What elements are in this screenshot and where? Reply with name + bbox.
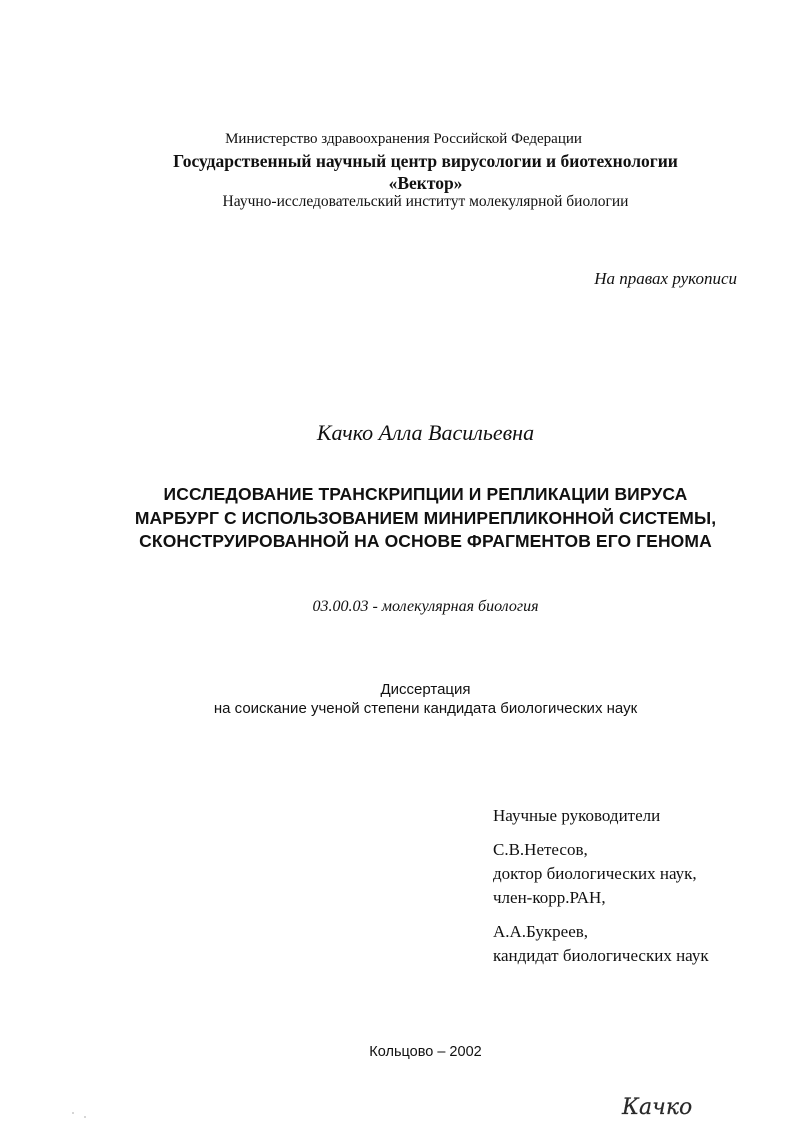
handwritten-signature — [620, 1088, 696, 1122]
dissertation-type: Диссертация — [380, 681, 471, 698]
place-and-year: Кольцово – 2002 — [369, 1044, 482, 1060]
supervisor-degree: кандидат биологических наук — [493, 946, 709, 965]
supervisors-block — [493, 804, 709, 978]
research-center-name: Государственный научный центр вирусологии и биотехнологии — [173, 151, 678, 171]
dissertation-title — [0, 483, 793, 554]
dissertation-purpose: на соискание ученой степени кандидата биологических наук — [213, 700, 638, 717]
title-line: МАРБУРГ С ИСПОЛЬЗОВАНИЕМ МИНИРЕПЛИКОННОЙ СИСТЕМЫ, — [134, 507, 717, 528]
research-center-short-name: «Вектор» — [388, 173, 463, 193]
title-line: ИССЛЕДОВАНИЕ ТРАНСКРИПЦИИ И РЕПЛИКАЦИИ ВИРУСА — [163, 484, 688, 504]
supervisors-heading: Научные руководители — [493, 806, 661, 825]
signature-text: Качко — [622, 1095, 693, 1120]
scan-speck — [72, 1112, 74, 1114]
supervisor-entry — [493, 838, 709, 910]
author-name: Качко Алла Васильевна — [316, 420, 535, 445]
manuscript-rights-note: На правах рукописи — [594, 269, 737, 288]
supervisor-name: А.А.Букреев, — [493, 922, 589, 941]
supervisor-name: С.В.Нетесов, — [493, 840, 588, 859]
ministry-name: Министерство здравоохранения Российской Федерации — [225, 131, 582, 147]
supervisor-rank: член-корр.РАН, — [493, 888, 606, 907]
specialty-code: 03.00.03 - молекулярная биология — [312, 598, 539, 615]
institute-name: Научно-исследовательский институт молекулярной биологии — [222, 193, 629, 210]
scan-speck — [84, 1116, 86, 1118]
title-line: СКОНСТРУИРОВАННОЙ НА ОСНОВЕ ФРАГМЕНТОВ ЕГО ГЕНОМА — [139, 531, 712, 551]
supervisor-degree: доктор биологических наук, — [493, 864, 697, 883]
supervisor-entry — [493, 920, 709, 968]
